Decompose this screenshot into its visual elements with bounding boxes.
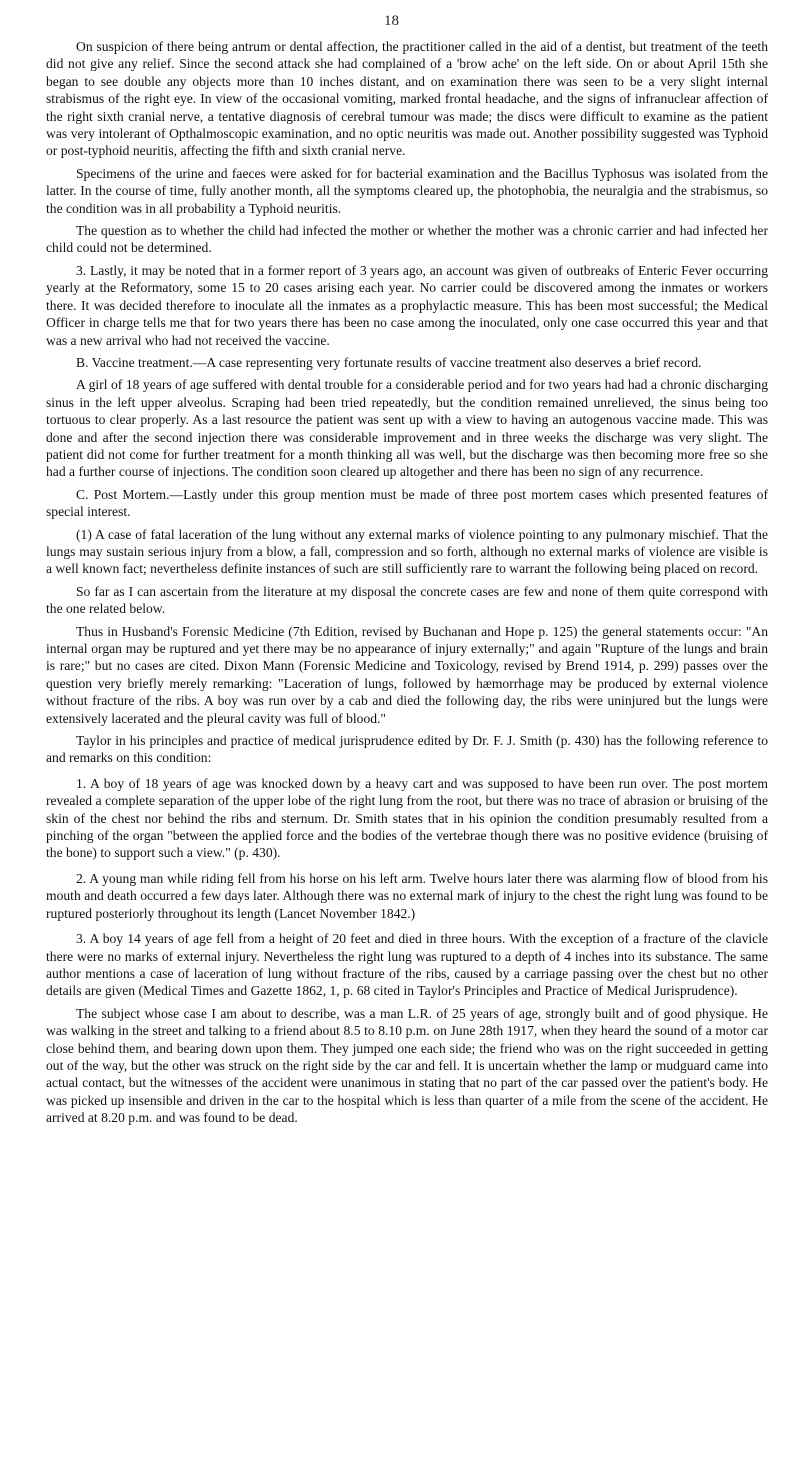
paragraph-carrier-question: The question as to whether the child had infected the mother or whether the mother was a chronic carrier and had infected her child could not be determined. bbox=[46, 223, 768, 256]
paragraph-literature: So far as I can ascertain from the literature at my disposal the concrete cases are few and none of them quite correspond with the one related below. bbox=[46, 583, 768, 617]
paragraph-case-3: 3. A boy 14 years of age fell from a height of 20 feet and died in three hours. With the exception of a fracture of the clavicle there were no marks of external injury. Nevertheless the right lung was ruptured to a depth of 4 inches into its substance. The same author mentions a case of laceration of lung without fracture of the ribs, caused by a carriage passing over the chest but no other details are given (Medical Times and Gazette 1862, 1, p. 68 cited in Taylor's Principles and Practice of Medical Jurisprudence). bbox=[46, 931, 768, 999]
paragraph-dental-case: On suspicion of there being antrum or dental affection, the practitioner called in the aid of a dentist, but treatment of the teeth did not give any relief. Since the second attack she had complained of a 'brow ache' on the left side. On or about April 15th she began to see double any objects more than 10 inches distant, and on examination there was seen to be a very slight internal strabismus of the right eye. In view of the occasional vomiting, marked frontal headache, and the signs of infranuclear affection of the right sixth cranial nerve, a tentative diagnosis of cerebral tumour was made; the discs were difficult to examine as the patient was very intolerant of Opthalmoscopic examination, and no optic neuritis was made out. Another possibility suggested was Typhoid or post-typhoid neuritis, affecting the fifth and sixth cranial nerve. bbox=[46, 39, 768, 159]
page-number: 18 bbox=[384, 13, 399, 29]
paragraph-vaccine-heading: B. Vaccine treatment.—A case representing very fortunate results of vaccine treatment also deserves a brief record. bbox=[76, 354, 702, 370]
paragraph-husband-forensic: Thus in Husband's Forensic Medicine (7th Edition, revised by Buchanan and Hope p. 125) the general statements occur: "An internal organ may be ruptured and yet there may be no appearance of injury externally;" and again "Rupture of the lungs and brain is rare;" but no cases are cited. Dixon Mann (Forensic Medicine and Toxicology, revised by Brend 1914, p. 299) passes over the question very briefly merely remarking: "Laceration of lungs, followed by hæmorrhage may be produced by external violence without fracture of the ribs. A boy was run over by a cab and died the following day, the ribs were uninjured but the lungs were extensively lacerated and the pleural cavity was full of blood." bbox=[46, 623, 768, 726]
paragraph-enteric-fever: 3. Lastly, it may be noted that in a former report of 3 years ago, an account was given of outbreaks of Enteric Fever occurring yearly at the Reformatory, some 15 to 20 cases arising each year. No carrier could be discovered among the inmates or workers there. It was decided therefore to inoculate all the inmates as a prophylactic measure. This has been most successful; the Medical Officer in charge tells me that for two years there has been no case among the inoculated, only one case occurred this year and that was a new arrival who had not received the vaccine. bbox=[46, 262, 768, 348]
paragraph-post-mortem-heading: C. Post Mortem.—Lastly under this group mention must be made of three post mortem cases which presented features of special interest. bbox=[46, 486, 768, 520]
paragraph-vaccine-case: A girl of 18 years of age suffered with dental trouble for a considerable period and for two years had had a chronic discharging sinus in the left upper alveolus. Scraping had been tried repeatedly, but the condition remained unrelieved, the sinus being too tortuous to clear properly. As a last resource the patient was sent up with a view to having an autogenous vaccine made. This was done and after the second injection there was considerable improvement and in three weeks the discharge was very slight. The patient did not come for further treatment for a month thinking all was well, but the discharge was then becoming more free so she had a further course of injections. The condition soon cleared up altogether and there has been no sign of any recurrence. bbox=[46, 377, 768, 480]
paragraph-lung-laceration: (1) A case of fatal laceration of the lung without any external marks of violence pointing to any pulmonary mischief. That the lungs may sustain serious injury from a blow, a fall, compression and so forth, although no external marks of violence are visible is a well known fact; nevertheless definite instances of such are still sufficiently rare to warrant the following being placed on record. bbox=[46, 526, 768, 577]
paragraph-subject-case: The subject whose case I am about to describe, was a man L.R. of 25 years of age, strongly built and of good physique. He was walking in the street and talking to a friend about 8.5 to 8.10 p.m. on June 28th 1917, when they heard the sound of a motor car close behind them, and bearing down upon them. They jumped one each side; the friend who was on the right succeeded in getting out of the way, but the other was struck on the right side by the car and fell. It is uncertain whether the lamp or mudguard came into actual contact, but the witnesses of the accident were unanimous in stating that no part of the car passed over the patient's body. He was picked up insensible and driven in the car to the hospital which is less than quarter of a mile from the scene of the accident. He arrived at 8.20 p.m. and was found to be dead. bbox=[46, 1005, 768, 1126]
document-body bbox=[46, 38, 768, 1132]
paragraph-specimens: Specimens of the urine and faeces were asked for for bacterial examination and the Bacillus Typhosus was isolated from the latter. In the course of time, fully another month, all the symptoms cleared up, the photophobia, the neuralgia and the strabismus, so the condition was in all probability a Typhoid neuritis. bbox=[46, 165, 768, 216]
paragraph-case-1: 1. A boy of 18 years of age was knocked down by a heavy cart and was supposed to have been run over. The post mortem revealed a complete separation of the upper lobe of the right lung from the root, but there was no trace of abrasion or bruising of the skin of the chest nor behind the ribs and sternum. Dr. Smith states that in his opinion the condition presumably resulted from a pinching of the organ "between the applied force and the bodies of the vertebrae though there was no positive evidence (bruising of the bone) to support such a view." (p. 430). bbox=[46, 775, 768, 861]
paragraph-case-2: 2. A young man while riding fell from his horse on his left arm. Twelve hours later there was alarming flow of blood from his mouth and death occurred a few days later. Although there was no external mark of injury to the chest the right lung was found to be ruptured posteriorly throughout its length (Lancet November 1842.) bbox=[46, 870, 768, 921]
document-page bbox=[46, 0, 768, 1459]
paragraph-taylor-reference: Taylor in his principles and practice of medical jurisprudence edited by Dr. F. J. Smith (p. 430) has the following reference to and remarks on this condition: bbox=[46, 733, 768, 766]
